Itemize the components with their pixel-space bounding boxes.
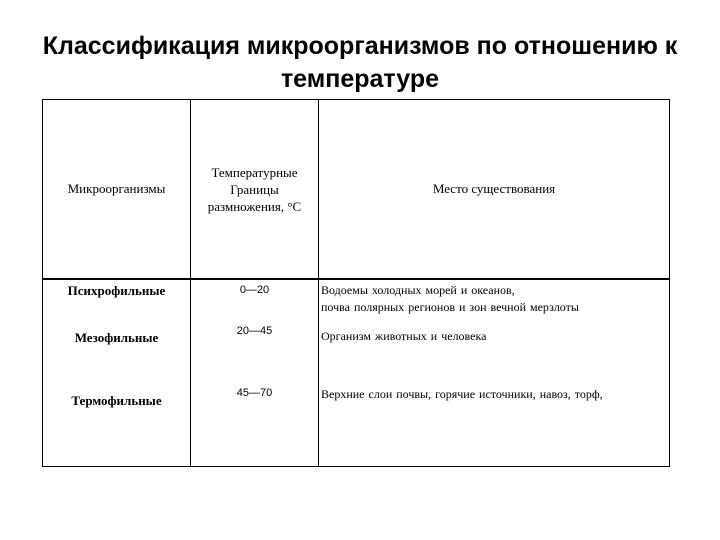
row-range-thermophilic: 45—70 <box>236 387 273 399</box>
row-name-thermophilic: Термофильные <box>71 393 162 408</box>
row-habitat-thermophilic <box>321 386 667 403</box>
row-habitat-mesophilic <box>321 328 667 345</box>
header-divider <box>43 278 669 280</box>
column-divider <box>190 100 191 466</box>
row-name-mesophilic: Мезофильные <box>74 330 159 345</box>
header-temperature-line: Температурные <box>211 165 298 180</box>
habitat-line: почва полярных регионов и зон вечной мерзлоты <box>321 300 579 314</box>
page-title: Классификация микроорганизмов по отношению к температуре <box>42 32 678 93</box>
header-habitat: Место существования <box>432 181 556 196</box>
habitat-line: Водоемы холодных морей и океанов, <box>321 283 515 297</box>
row-range-mesophilic: 20—45 <box>236 325 273 337</box>
header-temperature-range <box>191 164 318 215</box>
classification-table <box>42 99 670 467</box>
row-range-psychrophilic: 0—20 <box>239 284 270 296</box>
header-temperature-line: размножения, °С <box>207 199 302 214</box>
habitat-line: Организм животных и человека <box>321 329 487 343</box>
header-microorganisms: Микроорганизмы <box>67 181 166 196</box>
row-habitat-psychrophilic <box>321 282 667 316</box>
row-name-psychrophilic: Психрофильные <box>67 283 166 298</box>
column-divider <box>318 100 319 466</box>
header-temperature-line: Границы <box>230 182 279 197</box>
habitat-line: Верхние слои почвы, горячие источники, навоз, торф, <box>321 387 603 401</box>
